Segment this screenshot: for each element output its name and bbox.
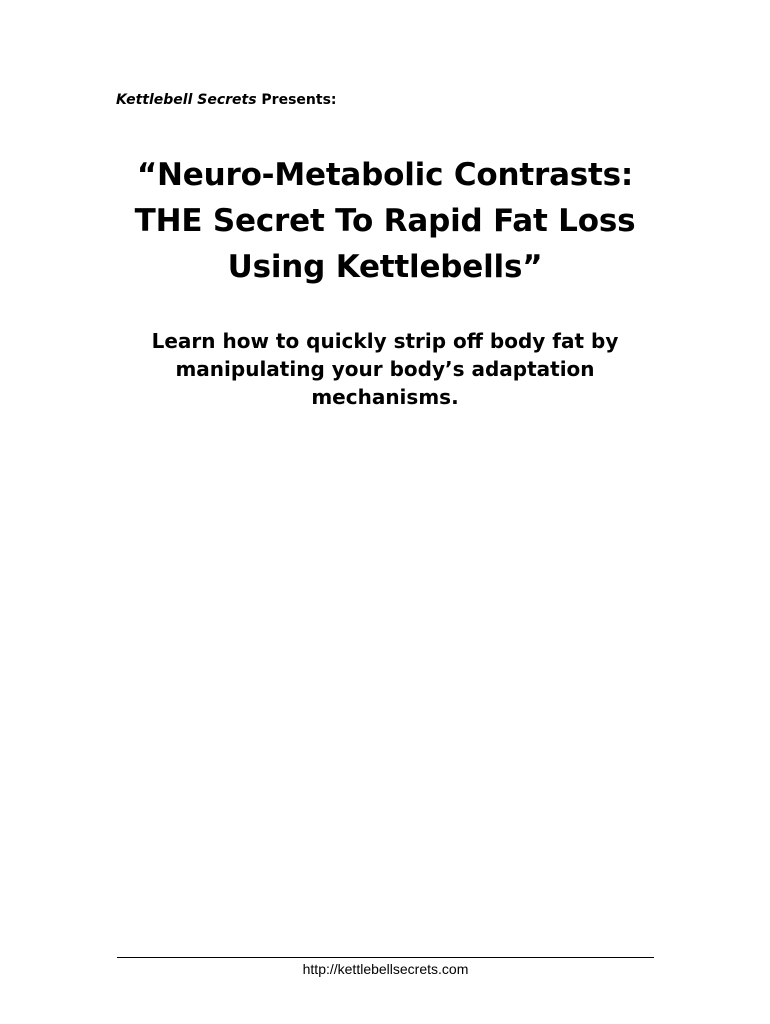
title-line-3: Using Kettlebells”	[227, 249, 543, 285]
title-line-2: THE Secret To Rapid Fat Loss	[134, 203, 636, 239]
footer-divider	[117, 957, 654, 958]
subtitle-line-3: mechanisms.	[311, 385, 459, 409]
document-title	[100, 152, 670, 290]
presents-label: Presents:	[256, 92, 337, 108]
subtitle-line-1: Learn how to quickly strip off body fat by	[151, 329, 619, 353]
brand-name: Kettlebell Secrets	[116, 92, 257, 108]
presents-line	[116, 92, 337, 108]
title-line-1: “Neuro-Metabolic Contrasts:	[136, 157, 634, 193]
document-subtitle	[100, 327, 670, 411]
footer-url-link[interactable]: http://kettlebellsecrets.com	[302, 961, 469, 977]
subtitle-line-2: manipulating your body’s adaptation	[175, 357, 595, 381]
